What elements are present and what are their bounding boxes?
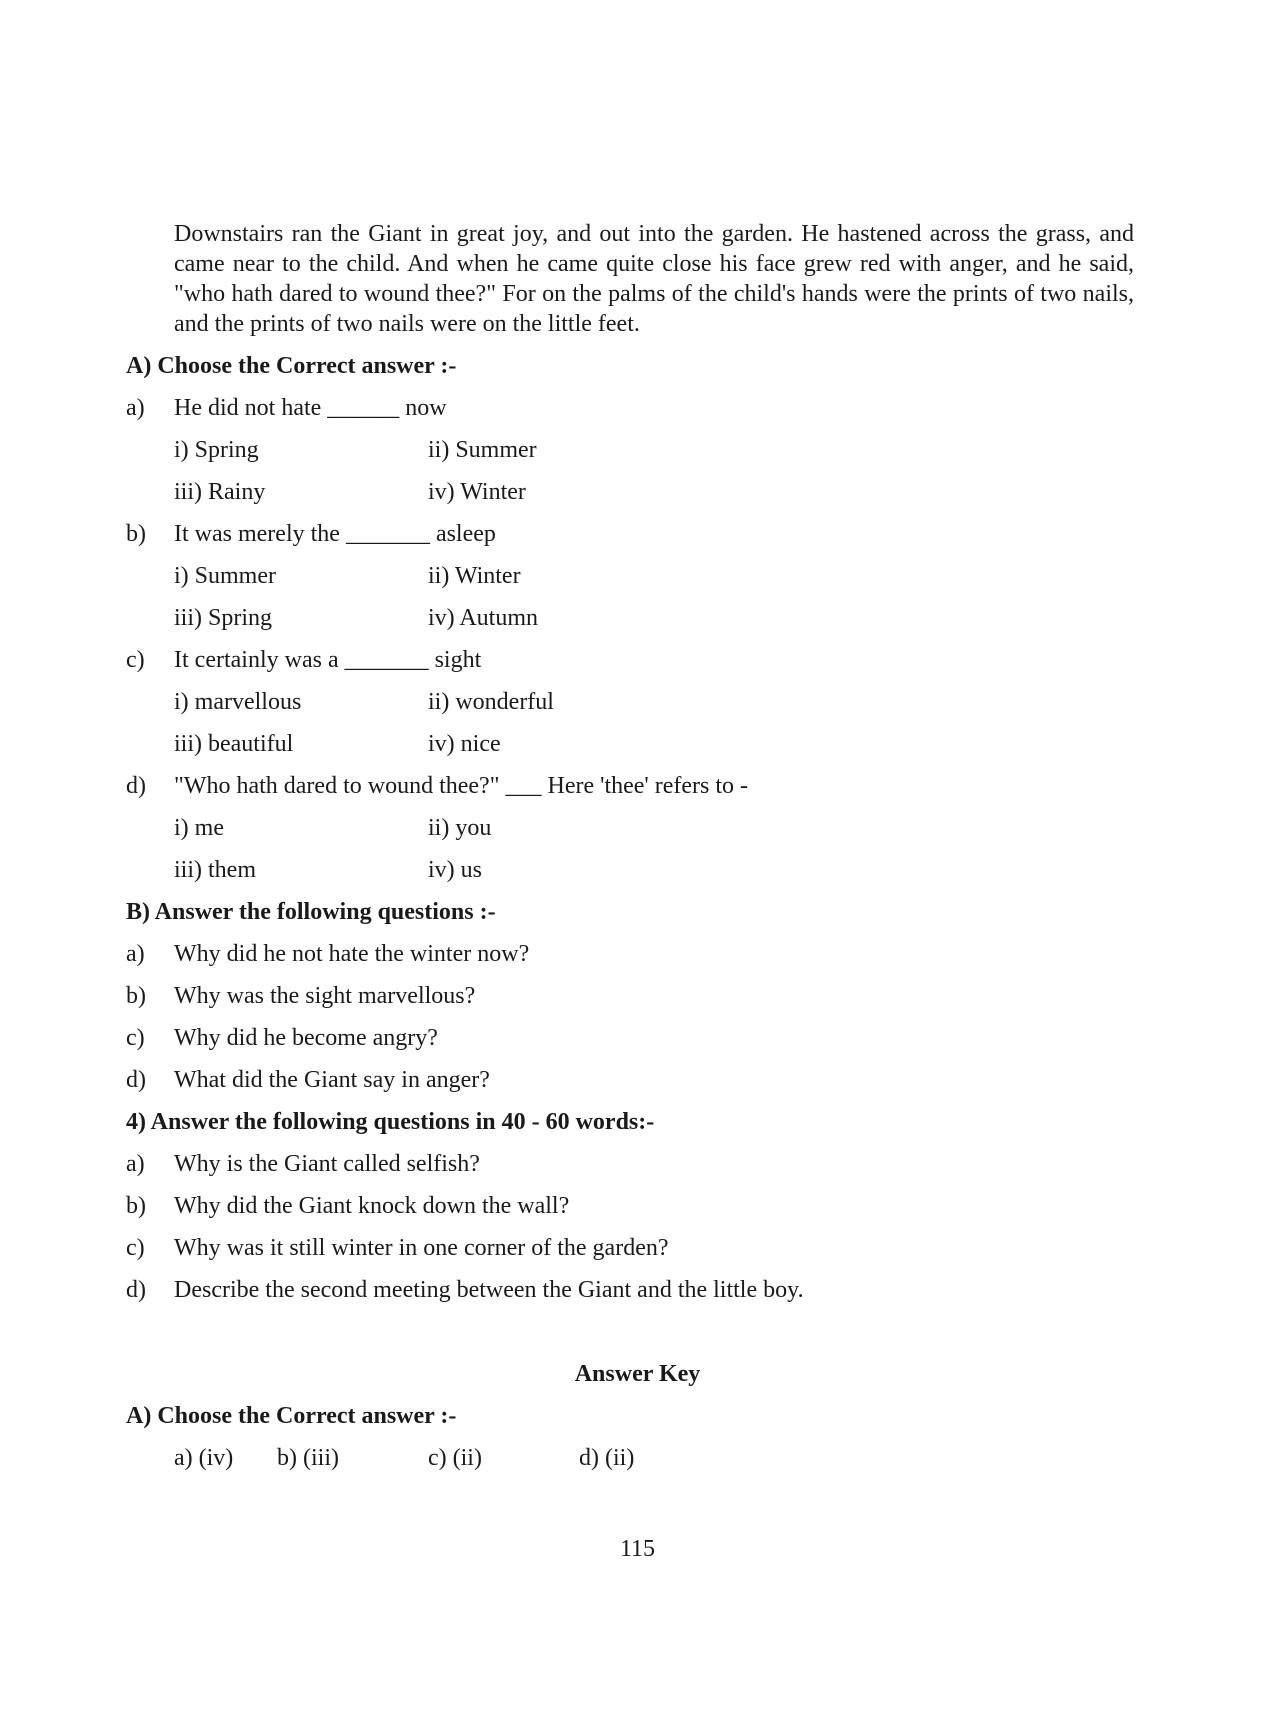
option: iii) Spring	[174, 605, 273, 631]
option: iii) beautiful	[174, 731, 294, 757]
question-text: It certainly was a _______ sight	[174, 647, 482, 673]
option: i) me	[174, 815, 224, 841]
page-number: 115	[619, 1536, 656, 1562]
passage-paragraph: Downstairs ran the Giant in great joy, and out into the garden. He hastened across the grass, and came near to the child. And when he came quite close his face grew red with anger, and he said, "who hath dared to wound thee?" For on the palms of the child's hands were the prints of two nails, and the prints of two nails were on the little feet.	[174, 221, 1134, 337]
answer-item: a) (iv)	[174, 1445, 234, 1471]
option: iv) nice	[428, 731, 501, 757]
option: iv) Autumn	[428, 605, 539, 631]
option: i) Spring	[174, 437, 259, 463]
option: i) marvellous	[174, 689, 302, 715]
question-text: Why did he not hate the winter now?	[174, 941, 530, 967]
option: iv) Winter	[428, 479, 526, 505]
answer-key-heading: A) Choose the Correct answer :-	[126, 1403, 457, 1429]
question-text: Why did the Giant knock down the wall?	[174, 1193, 570, 1219]
answer-item: c) (ii)	[428, 1445, 482, 1471]
question-label: c)	[126, 647, 145, 673]
option: ii) you	[428, 815, 492, 841]
question-text: Why did he become angry?	[174, 1025, 438, 1051]
option: ii) Summer	[428, 437, 537, 463]
answer-item: b) (iii)	[277, 1445, 339, 1471]
question-label: a)	[126, 395, 145, 421]
section-4-heading: 4) Answer the following questions in 40 - 60 words:-	[126, 1109, 655, 1135]
question-label: d)	[126, 1067, 146, 1093]
question-text: Why is the Giant called selfish?	[174, 1151, 480, 1177]
option: ii) wonderful	[428, 689, 554, 715]
question-text: It was merely the _______ asleep	[174, 521, 496, 547]
question-text: Describe the second meeting between the Giant and the little boy.	[174, 1277, 804, 1303]
question-text: What did the Giant say in anger?	[174, 1067, 490, 1093]
question-label: b)	[126, 983, 146, 1009]
question-text: He did not hate ______ now	[174, 395, 447, 421]
section-b-heading: B) Answer the following questions :-	[126, 899, 496, 925]
question-text: Why was it still winter in one corner of the garden?	[174, 1235, 669, 1261]
question-label: c)	[126, 1235, 145, 1261]
option: i) Summer	[174, 563, 276, 589]
question-label: b)	[126, 1193, 146, 1219]
question-label: a)	[126, 941, 145, 967]
answer-item: d) (ii)	[579, 1445, 635, 1471]
question-text: "Who hath dared to wound thee?" ___ Here 'thee' refers to -	[174, 773, 749, 799]
option: iii) them	[174, 857, 256, 883]
question-label: c)	[126, 1025, 145, 1051]
section-a-heading: A) Choose the Correct answer :-	[126, 353, 457, 379]
option: ii) Winter	[428, 563, 521, 589]
question-label: a)	[126, 1151, 145, 1177]
question-text: Why was the sight marvellous?	[174, 983, 476, 1009]
question-label: d)	[126, 773, 146, 799]
option: iv) us	[428, 857, 482, 883]
question-label: b)	[126, 521, 146, 547]
question-label: d)	[126, 1277, 146, 1303]
option: iii) Rainy	[174, 479, 266, 505]
answer-key-title: Answer Key	[574, 1361, 701, 1387]
